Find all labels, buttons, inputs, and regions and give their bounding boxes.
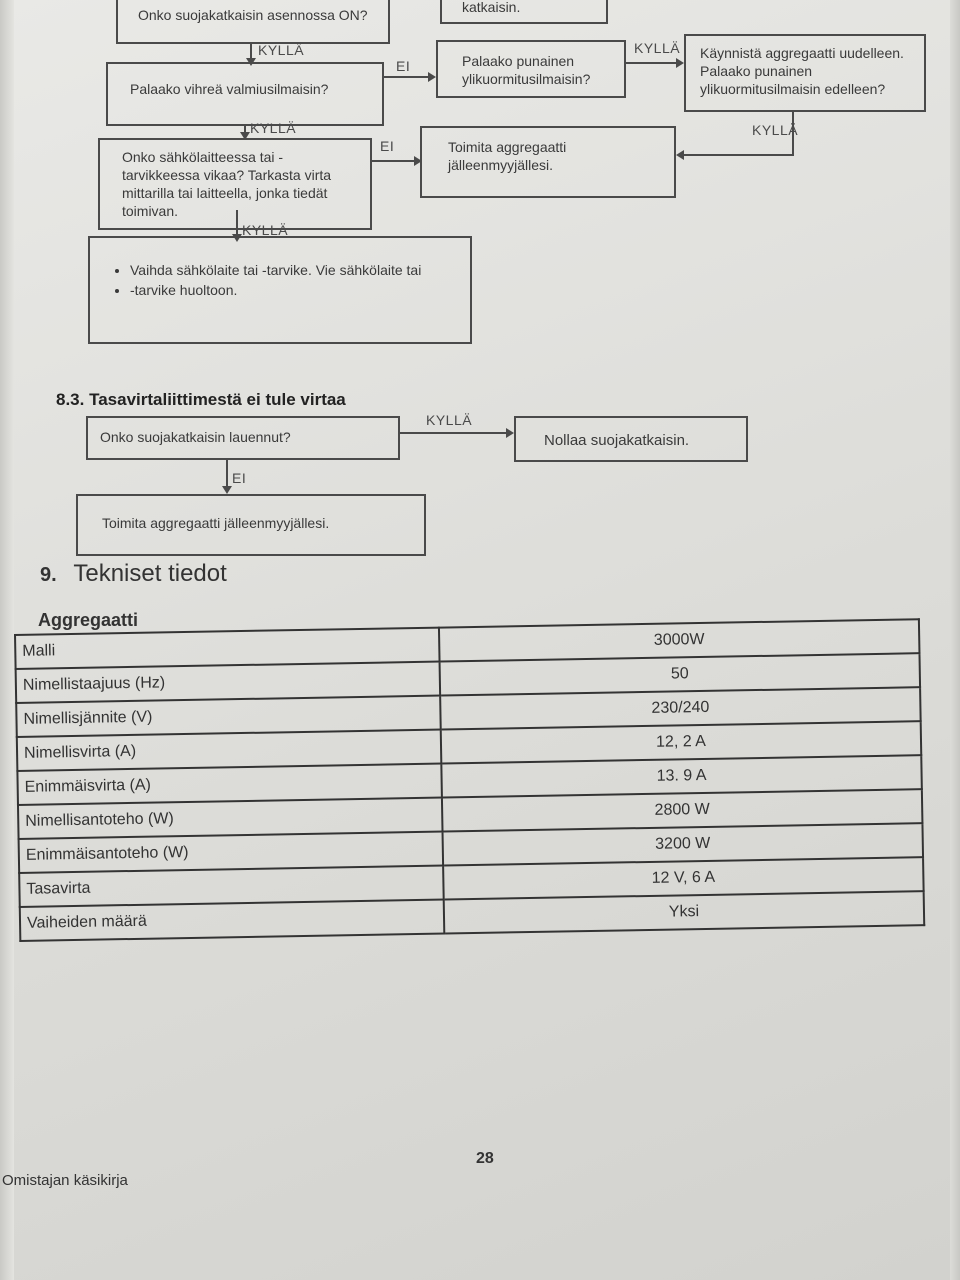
- yes-label: KYLLÄ: [426, 412, 473, 428]
- spec-key: Nimellisjännite (V): [16, 696, 441, 737]
- flow-box-red-indicator: [436, 40, 626, 98]
- replace-bullet-list: [100, 260, 460, 300]
- flow-box-dealer: [420, 126, 676, 198]
- spec-subtitle: Aggregaatti: [38, 610, 139, 630]
- no-label: EI: [380, 138, 395, 154]
- flow-box-text: Toimita aggregaatti jälleenmyyjällesi.: [448, 139, 567, 173]
- flow-box-text: Nollaa suojakatkaisin.: [544, 432, 690, 449]
- spec-key: Tasavirta: [19, 866, 444, 907]
- page-left-edge: [0, 0, 14, 1280]
- connector-arrow: [676, 58, 684, 68]
- section-number: 9.: [40, 564, 57, 586]
- spec-value: 50: [440, 653, 921, 695]
- connector-arrow: [506, 428, 514, 438]
- yes-label: KYLLÄ: [752, 122, 799, 138]
- spec-key: Malli: [15, 628, 440, 669]
- no-label: EI: [396, 58, 411, 74]
- connector-arrow: [428, 72, 436, 82]
- spec-key: Nimellistaajuus (Hz): [16, 662, 441, 703]
- connector-line: [400, 432, 508, 434]
- flow-box-text: katkaisin.: [462, 0, 521, 15]
- spec-value: Yksi: [444, 891, 925, 933]
- flow-box-breaker-tripped: [86, 416, 400, 460]
- flow-box-breaker-top-right: [440, 0, 608, 24]
- yes-label: KYLLÄ: [250, 120, 297, 136]
- section-title-text: Tekniset tiedot: [73, 560, 227, 587]
- spec-key: Enimmäisvirta (A): [17, 764, 442, 805]
- flow-box-breaker-on: [116, 0, 390, 44]
- no-label: EI: [232, 470, 247, 486]
- spec-value: 12, 2 A: [441, 721, 922, 763]
- yes-label: KYLLÄ: [258, 42, 305, 58]
- flow-box-text: Palaako vihreä valmiusilmaisin?: [130, 81, 329, 97]
- section-9-title: [40, 560, 227, 588]
- bullet-item: • -tarvike huoltoon.: [130, 280, 460, 300]
- bullet-item: • Vaihda sähkölaite tai -tarvike. Vie sähkölaite tai: [130, 260, 460, 280]
- spec-key: Nimellisantoteho (W): [18, 798, 443, 839]
- spec-value: 3000W: [439, 619, 920, 661]
- flow-box-green-indicator: [106, 62, 384, 126]
- flow-box-text: Käynnistä aggregaatti uudelleen. Palaako punainen ylikuormitusilmaisin edelleen?: [700, 45, 904, 97]
- connector-line: [684, 154, 794, 156]
- page-number: 28: [476, 1150, 494, 1167]
- spec-value: 13. 9 A: [441, 755, 922, 797]
- flow-box-text: Onko suojakatkaisin lauennut?: [100, 429, 291, 445]
- spec-key: Enimmäisantoteho (W): [19, 832, 444, 873]
- spec-value: 3200 W: [443, 823, 924, 865]
- connector-arrow: [222, 486, 232, 494]
- page-right-edge: [950, 0, 960, 1280]
- flow-box-replace: [88, 236, 472, 344]
- connector-line: [626, 62, 678, 64]
- spec-key: Nimellisvirta (A): [17, 730, 442, 771]
- flow-box-text: Palaako punainen ylikuormitusilmaisin?: [462, 53, 591, 87]
- flow-box-text: Onko suojakatkaisin asennossa ON?: [138, 7, 368, 23]
- spec-key: Vaiheiden määrä: [20, 900, 445, 941]
- flow-box-text: Onko sähkölaitteessa tai -tarvikkeessa vikaa? Tarkasta virta mittarilla tai laitteella, jonka tiedät toimivan.: [122, 149, 332, 219]
- spec-table: [14, 618, 925, 942]
- section-8-3-heading: 8.3. Tasavirtaliittimestä ei tule virtaa: [56, 390, 346, 409]
- flow-box-device-fault: [98, 138, 372, 230]
- spec-value: 12 V, 6 A: [443, 857, 924, 899]
- connector-line: [384, 76, 430, 78]
- yes-label: KYLLÄ: [242, 222, 289, 238]
- spec-value: 2800 W: [442, 789, 923, 831]
- spec-value: 230/240: [440, 687, 921, 729]
- flow-box-dealer-dc: [76, 494, 426, 556]
- connector-arrow: [676, 150, 684, 160]
- flow-box-restart: [684, 34, 926, 112]
- flow-box-reset-breaker: [514, 416, 748, 462]
- flow-box-text: Toimita aggregaatti jälleenmyyjällesi.: [102, 515, 330, 531]
- connector-line: [372, 160, 416, 162]
- yes-label: KYLLÄ: [634, 40, 681, 56]
- connector-line: [226, 460, 228, 488]
- manual-name: Omistajan käsikirja: [2, 1172, 128, 1189]
